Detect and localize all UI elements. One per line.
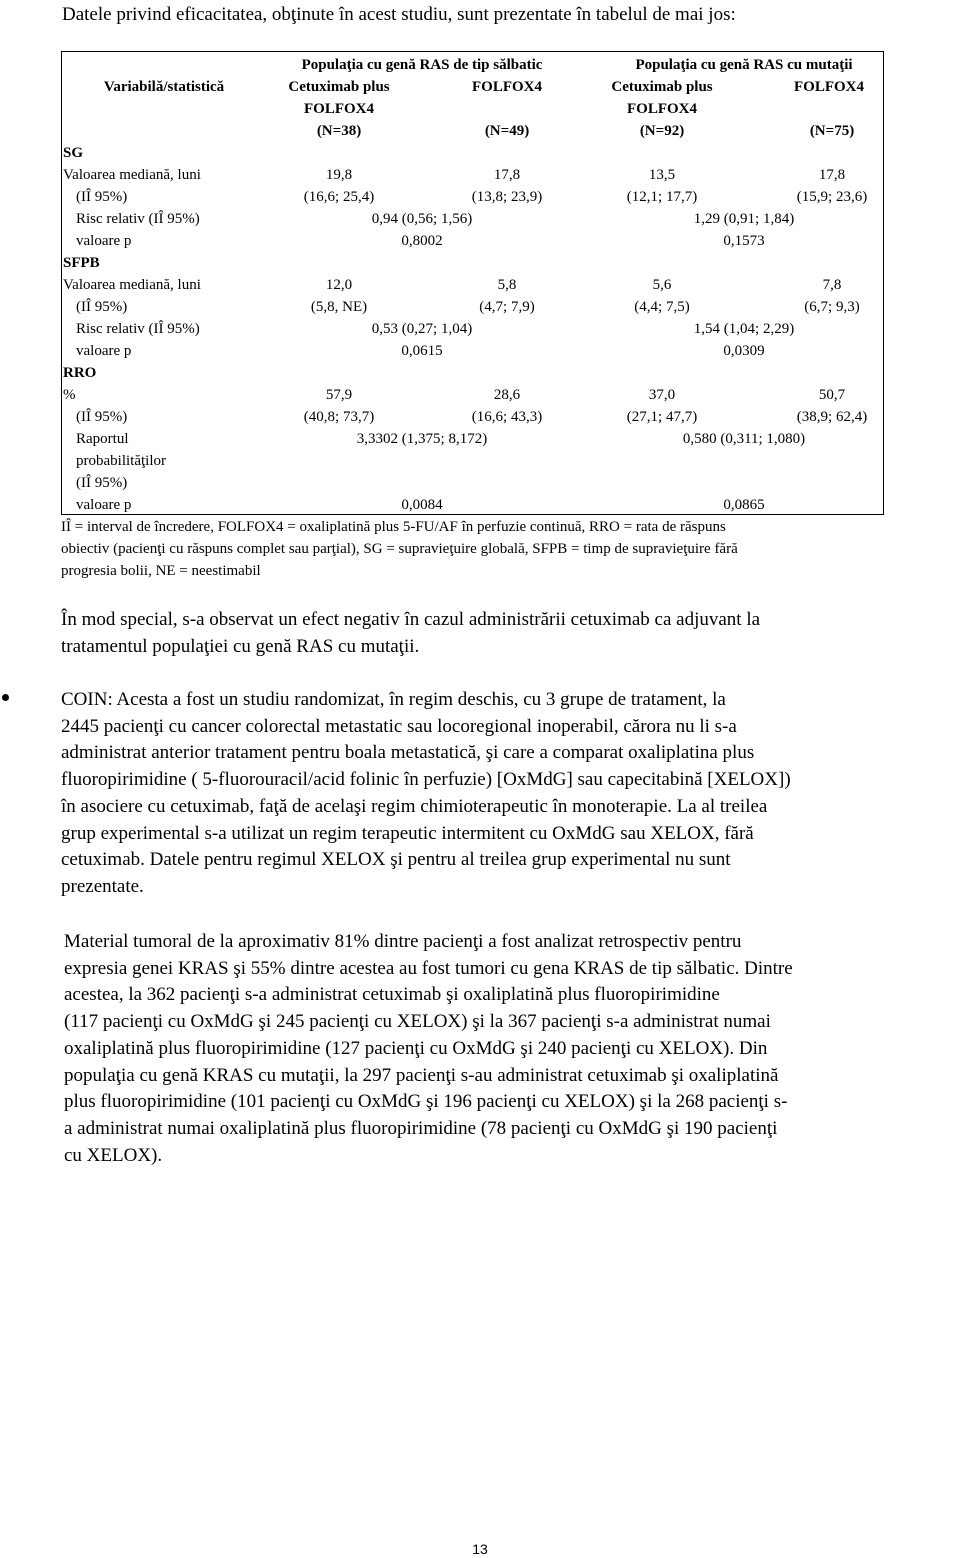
- header-group-mut: Populaţia cu genă RAS cu mutaţii: [635, 57, 853, 73]
- paragraph-line: (117 pacienţi cu OxMdG şi 245 pacienţi cu XELOX) şi la 367 pacienţi s-a administrat numai: [64, 1011, 771, 1033]
- sfpb-ci-4: (6,7; 9,3): [804, 299, 860, 315]
- paragraph-line: fluoropirimidine ( 5-fluorouracil/acid folinic în perfuzie) [OxMdG] sau capecitabină [XELOX]): [61, 769, 791, 791]
- rro-percent-3: 37,0: [648, 387, 676, 403]
- rro-ci-2: (16,6; 43,3): [471, 409, 543, 425]
- sg-median-3: 13,5: [648, 167, 676, 183]
- header-folfox-mut: FOLFOX4: [794, 79, 864, 95]
- header-n3: (N=92): [639, 123, 685, 139]
- label-pvalue-sg: valoare p: [76, 233, 132, 249]
- paragraph-line: Material tumoral de la aproximativ 81% dintre pacienţi a fost analizat retrospectiv pentru: [64, 931, 742, 952]
- footnote-line: IÎ = interval de încredere, FOLFOX4 = oxaliplatină plus 5-FU/AF în perfuzie continuă, RRO = rata de răspuns: [61, 519, 726, 535]
- label-ci-sfpb: (IÎ 95%): [76, 299, 128, 315]
- sfpb-median-3: 5,6: [652, 277, 672, 293]
- header-n4: (N=75): [809, 123, 855, 139]
- sfpb-p-wild: 0,0615: [401, 343, 443, 359]
- header-cet-wild-1: Cetuximab plus: [288, 79, 390, 95]
- paragraph-line: cu XELOX).: [64, 1144, 163, 1166]
- rro-percent-4: 50,7: [818, 387, 846, 403]
- table-footnote: [61, 516, 738, 582]
- sg-p-mut: 0,1573: [723, 233, 765, 249]
- paragraph-line: a administrat numai oxaliplatină plus fluoropirimidine (78 pacienţi cu OxMdG şi 190 pacienţi: [64, 1117, 778, 1139]
- label-risk-sfpb: Risc relativ (IÎ 95%): [76, 321, 200, 337]
- paragraph-line: acestea, la 362 pacienţi s-a administrat cetuximab şi oxaliplatină plus fluoropirimidine: [64, 984, 720, 1006]
- sfpb-ci-3: (4,4; 7,5): [634, 299, 690, 315]
- label-odds-1: Raportul: [76, 431, 129, 447]
- footnote-line: progresia bolii, NE = neestimabil: [61, 563, 261, 579]
- label-median-sfpb: Valoarea mediană, luni: [63, 277, 201, 293]
- paragraph-line: populaţia cu genă KRAS cu mutaţii, la 297 pacienţi s-au administrat cetuximab şi oxaliplatină: [64, 1064, 779, 1086]
- header-group-wild: Populaţia cu genă RAS de tip sălbatic: [301, 57, 543, 73]
- paragraph-line: administrat anterior tratament pentru boala metastatică, şi care a comparat oxaliplatina plus: [61, 742, 755, 764]
- sg-median-4: 17,8: [818, 167, 846, 183]
- label-odds-2: probabilităţilor: [76, 453, 166, 469]
- sg-risk-mut: 1,29 (0,91; 1,84): [693, 211, 795, 227]
- paragraph-line: expresia genei KRAS şi 55% dintre acestea au fost tumori cu gena KRAS de tip sălbatic. Dintre: [64, 957, 793, 979]
- paragraph-line: 2445 pacienţi cu cancer colorectal metastatic sau locoregional inoperabil, cărora nu li s-a: [61, 715, 737, 737]
- paragraph-line: în asociere cu cetuximab, faţă de acelaşi regim chimioterapeutic în monoterapie. La al treilea: [61, 795, 768, 817]
- rro-p-wild: 0,0084: [401, 497, 443, 513]
- rro-ci-4: (38,9; 62,4): [796, 409, 868, 425]
- paragraph-line: cetuximab. Datele pentru regimul XELOX şi pentru al treilea grup experimental nu sunt: [61, 849, 731, 871]
- sfpb-p-mut: 0,0309: [723, 343, 765, 359]
- sfpb-risk-mut: 1,54 (1,04; 2,29): [693, 321, 795, 337]
- label-percent: %: [63, 387, 76, 403]
- label-median-sg: Valoarea mediană, luni: [63, 167, 201, 183]
- paragraph-line: oxaliplatină plus fluoropirimidine (127 pacienţi cu OxMdG şi 240 pacienţi cu XELOX). Din: [64, 1037, 768, 1059]
- section-rro: RRO: [63, 365, 97, 381]
- sg-ci-1: (16,6; 25,4): [303, 189, 375, 205]
- coin-paragraph: [61, 687, 791, 901]
- sfpb-median-4: 7,8: [822, 277, 842, 293]
- rro-odds-wild: 3,3302 (1,375; 8,172): [356, 431, 488, 447]
- paragraph-line: plus fluoropirimidine (101 pacienţi cu OxMdG şi 196 pacienţi cu XELOX) şi la 268 pacienţi s-: [64, 1091, 788, 1113]
- sg-ci-3: (12,1; 17,7): [626, 189, 698, 205]
- header-cet-wild-2: FOLFOX4: [304, 101, 374, 117]
- paragraph-line: tratamentul populaţiei cu genă RAS cu mutaţii.: [61, 635, 420, 657]
- sg-median-1: 19,8: [325, 167, 353, 183]
- label-pvalue-sfpb: valoare p: [76, 343, 132, 359]
- sg-ci-4: (15,9; 23,6): [796, 189, 868, 205]
- label-odds-3: (IÎ 95%): [76, 475, 128, 491]
- page-number: 13: [472, 1541, 488, 1557]
- sfpb-median-1: 12,0: [325, 277, 353, 293]
- header-folfox-wild: FOLFOX4: [472, 79, 542, 95]
- header-cet-mut-1: Cetuximab plus: [611, 79, 713, 95]
- rro-percent-2: 28,6: [493, 387, 521, 403]
- intro-text: Datele privind eficacitatea, obţinute în acest studiu, sunt prezentate în tabelul de mai jos:: [62, 4, 736, 25]
- paragraph-line: prezentate.: [61, 875, 144, 897]
- paragraph-line: COIN: Acesta a fost un studiu randomizat, în regim deschis, cu 3 grupe de tratament, la: [61, 689, 726, 710]
- section-sfpb: SFPB: [63, 255, 100, 271]
- special-paragraph: [61, 607, 760, 660]
- label-pvalue-rro: valoare p: [76, 497, 132, 513]
- material-paragraph: [64, 929, 793, 1169]
- rro-ci-3: (27,1; 47,7): [626, 409, 698, 425]
- paragraph-line: În mod special, s-a observat un efect negativ în cazul administrării cetuximab ca adjuvant la: [61, 609, 761, 630]
- bullet-icon: [2, 694, 9, 701]
- sg-median-2: 17,8: [493, 167, 521, 183]
- sg-ci-2: (13,8; 23,9): [471, 189, 543, 205]
- header-variable: Variabilă/statistică: [103, 79, 225, 95]
- sfpb-ci-1: (5,8, NE): [310, 299, 368, 315]
- sfpb-ci-2: (4,7; 7,9): [479, 299, 535, 315]
- label-risk-sg: Risc relativ (IÎ 95%): [76, 211, 200, 227]
- rro-percent-1: 57,9: [325, 387, 353, 403]
- sg-p-wild: 0,8002: [401, 233, 443, 249]
- header-n1: (N=38): [316, 123, 362, 139]
- label-ci-rro: (IÎ 95%): [76, 409, 128, 425]
- header-n2: (N=49): [484, 123, 530, 139]
- section-sg: SG: [63, 145, 84, 161]
- sfpb-median-2: 5,8: [497, 277, 517, 293]
- footnote-line: obiectiv (pacienţi cu răspuns complet sau parţial), SG = supravieţuire globală, SFPB = timp de supravieţuire fără: [61, 541, 738, 557]
- header-cet-mut-2: FOLFOX4: [627, 101, 697, 117]
- label-ci-sg: (IÎ 95%): [76, 189, 128, 205]
- paragraph-line: grup experimental s-a utilizat un regim terapeutic intermitent cu OxMdG sau XELOX, fără: [61, 822, 754, 844]
- sfpb-risk-wild: 0,53 (0,27; 1,04): [371, 321, 473, 337]
- rro-p-mut: 0,0865: [723, 497, 765, 513]
- sg-risk-wild: 0,94 (0,56; 1,56): [371, 211, 473, 227]
- efficacy-table: [61, 51, 884, 515]
- rro-odds-mut: 0,580 (0,311; 1,080): [682, 431, 806, 447]
- rro-ci-1: (40,8; 73,7): [303, 409, 375, 425]
